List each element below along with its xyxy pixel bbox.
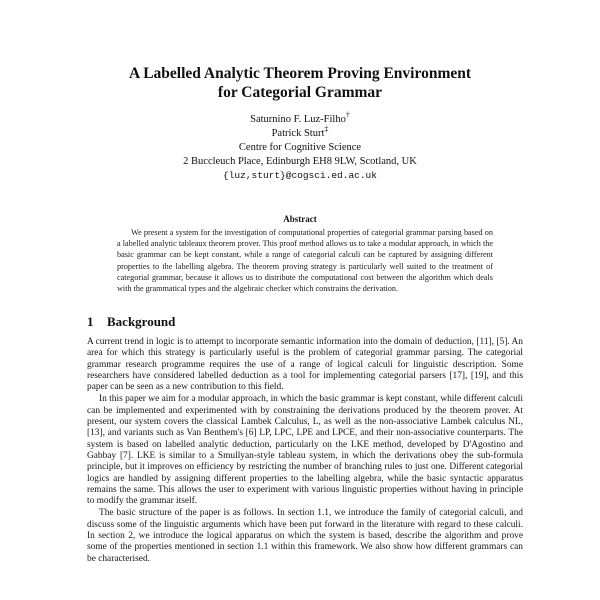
author-2-footnote-mark: ‡ — [324, 124, 329, 134]
section-number: 1 — [87, 314, 94, 329]
body-paragraph: In this paper we aim for a modular approach, in which the basic grammar is kept constant, while different calculi can be implemented and experimented with by constraining the derivations produced by the theorem prover. At present, our system covers the classical Lambek Calculus, L, as well as the non-associative Lambek calculus NL, [13], and variants such as Van Benthem's [6] LP, LPC, LPE and LPCE, and their non-associative counterparts. The system is based on labelled analytic deduction, particularly on the LKE method, developed by D'Agostino and Gabbay [7]. LKE is similar to a Smullyan-style tableau system, in which the derivations obey the sub-formula principle, but it improves on efficiency by restricting the number of branching rules to just one. Different categorial logics are handled by assigning different properties to the labelling algebra, while the basic syntactic apparatus remains the same. This allows the user to experiment with various linguistic properties without having in principle to modify the grammar itself. — [87, 394, 523, 507]
title-line-1: A Labelled Analytic Theorem Proving Environment — [128, 65, 472, 82]
section-title: Background — [107, 314, 176, 329]
author-block — [0, 110, 600, 183]
paper-title — [0, 64, 600, 102]
body-paragraph: The basic structure of the paper is as follows. In section 1.1, we introduce the family of categorial calculi, and discuss some of the linguistic arguments which have been put forward in the literature with regard to these calculi. In section 2, we introduce the logical apparatus on which the system is based, describe the algorithm and prove some of the properties mentioned in section 1.1 within this framework. We also show how different grammars can be characterised. — [87, 508, 523, 564]
affiliation: Centre for Cognitive Science — [238, 142, 362, 153]
author-1 — [0, 110, 600, 127]
author-2-name: Patrick Sturt — [271, 128, 325, 139]
address: 2 Buccleuch Place, Edinburgh EH8 9LW, Scotland, UK — [183, 156, 417, 167]
title-line-2: for Categorial Grammar — [217, 84, 383, 101]
email: {luz,sturt}@cogsci.ed.ac.uk — [223, 170, 377, 181]
author-1-name: Saturnino F. Luz-Filho — [250, 114, 346, 125]
author-1-footnote-mark: † — [345, 110, 350, 120]
section-body — [87, 337, 523, 566]
section-heading — [87, 314, 175, 330]
body-paragraph: A current trend in logic is to attempt to incorporate semantic information into the domain of deduction, [11], [5]. An area for which this strategy is particularly useful is the problem of categorial grammar parsing. The categorial grammar research programme requires the use of a range of logical calculi for linguistic description. Some researchers have considered labelled deduction as a tool for implementing categorial parsers [17], [19], and this paper can be seen as a new contribution to this field. — [87, 337, 523, 393]
abstract-text: We present a system for the investigation of computational properties of categorial grammar parsing based on a labelled analytic tableaux theorem prover. This proof method allows us to take a modular approach, in which the basic grammar can be kept constant, while a range of categorial calculi can be captured by assigning different properties to the labelling algebra. The theorem proving strategy is particularly well suited to the treatment of categorial grammar, because it allows us to distribute the computational cost between the algorithm which deals with the grammatical types and the algebraic checker which constrains the derivation. — [117, 228, 493, 294]
abstract-heading: Abstract — [283, 214, 317, 224]
author-2 — [0, 124, 600, 141]
